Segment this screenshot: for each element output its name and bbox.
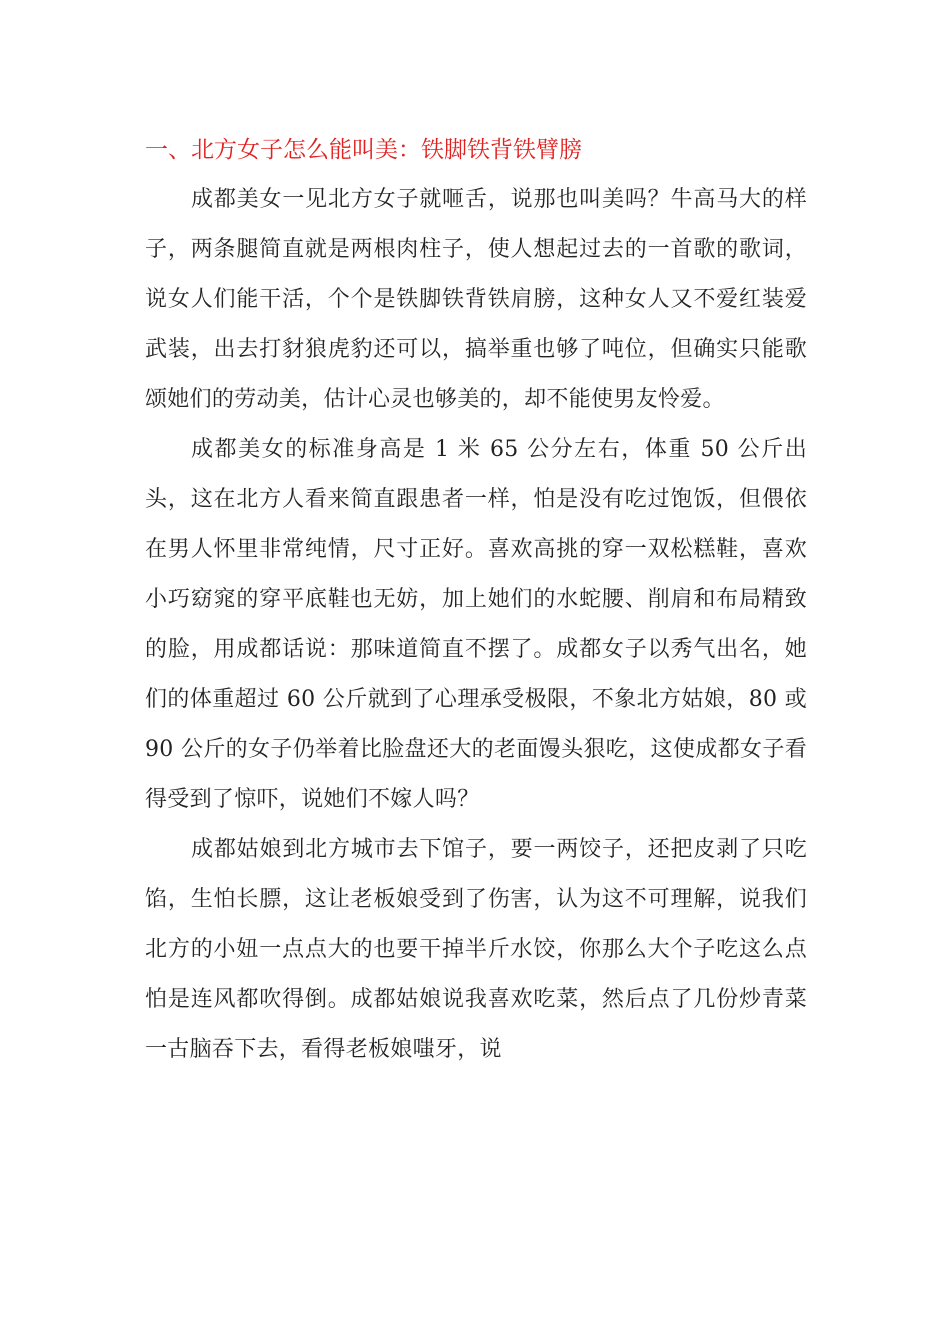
paragraph-1: 成都美女一见北方女子就咂舌，说那也叫美吗？牛高马大的样子，两条腿简直就是两根肉柱子，使人想起过去的一首歌的歌词，说女人们能干活，个个是铁脚铁背铁肩膀，这种女人又不爱红装爱武装，出去打豺狼虎豹还可以，搞举重也够了吨位，但确实只能歌颂她们的劳动美，估计心灵也够美的，却不能使男友怜爱。 (145, 187, 807, 412)
document-body (145, 125, 807, 1075)
section-heading: 一、北方女子怎么能叫美：铁脚铁背铁臂膀 (145, 137, 582, 163)
paragraph-3: 成都姑娘到北方城市去下馆子，要一两饺子，还把皮剥了只吃馅，生怕长膘，这让老板娘受到了伤害，认为这不可理解，说我们北方的小妞一点点大的也要干掉半斤水饺，你那么大个子吃这么点怕是连风都吹得倒。成都姑娘说我喜欢吃菜，然后点了几份炒青菜一古脑吞下去，看得老板娘嗤牙，说 (145, 837, 807, 1062)
paragraph-2: 成都美女的标准身高是 1 米 65 公分左右，体重 50 公斤出头，这在北方人看来简直跟患者一样，怕是没有吃过饱饭，但偎依在男人怀里非常纯情，尺寸正好。喜欢高挑的穿一双松糕鞋，喜欢小巧窈窕的穿平底鞋也无妨，加上她们的水蛇腰、削肩和布局精致的脸，用成都话说：那味道简直不摆了。成都女子以秀气出名，她们的体重超过 60 公斤就到了心理承受极限，不象北方姑娘，80 或 90 公斤的女子仍举着比脸盘还大的老面馒头狠吃，这使成都女子看得受到了惊吓，说她们不嫁人吗？ (145, 437, 807, 812)
